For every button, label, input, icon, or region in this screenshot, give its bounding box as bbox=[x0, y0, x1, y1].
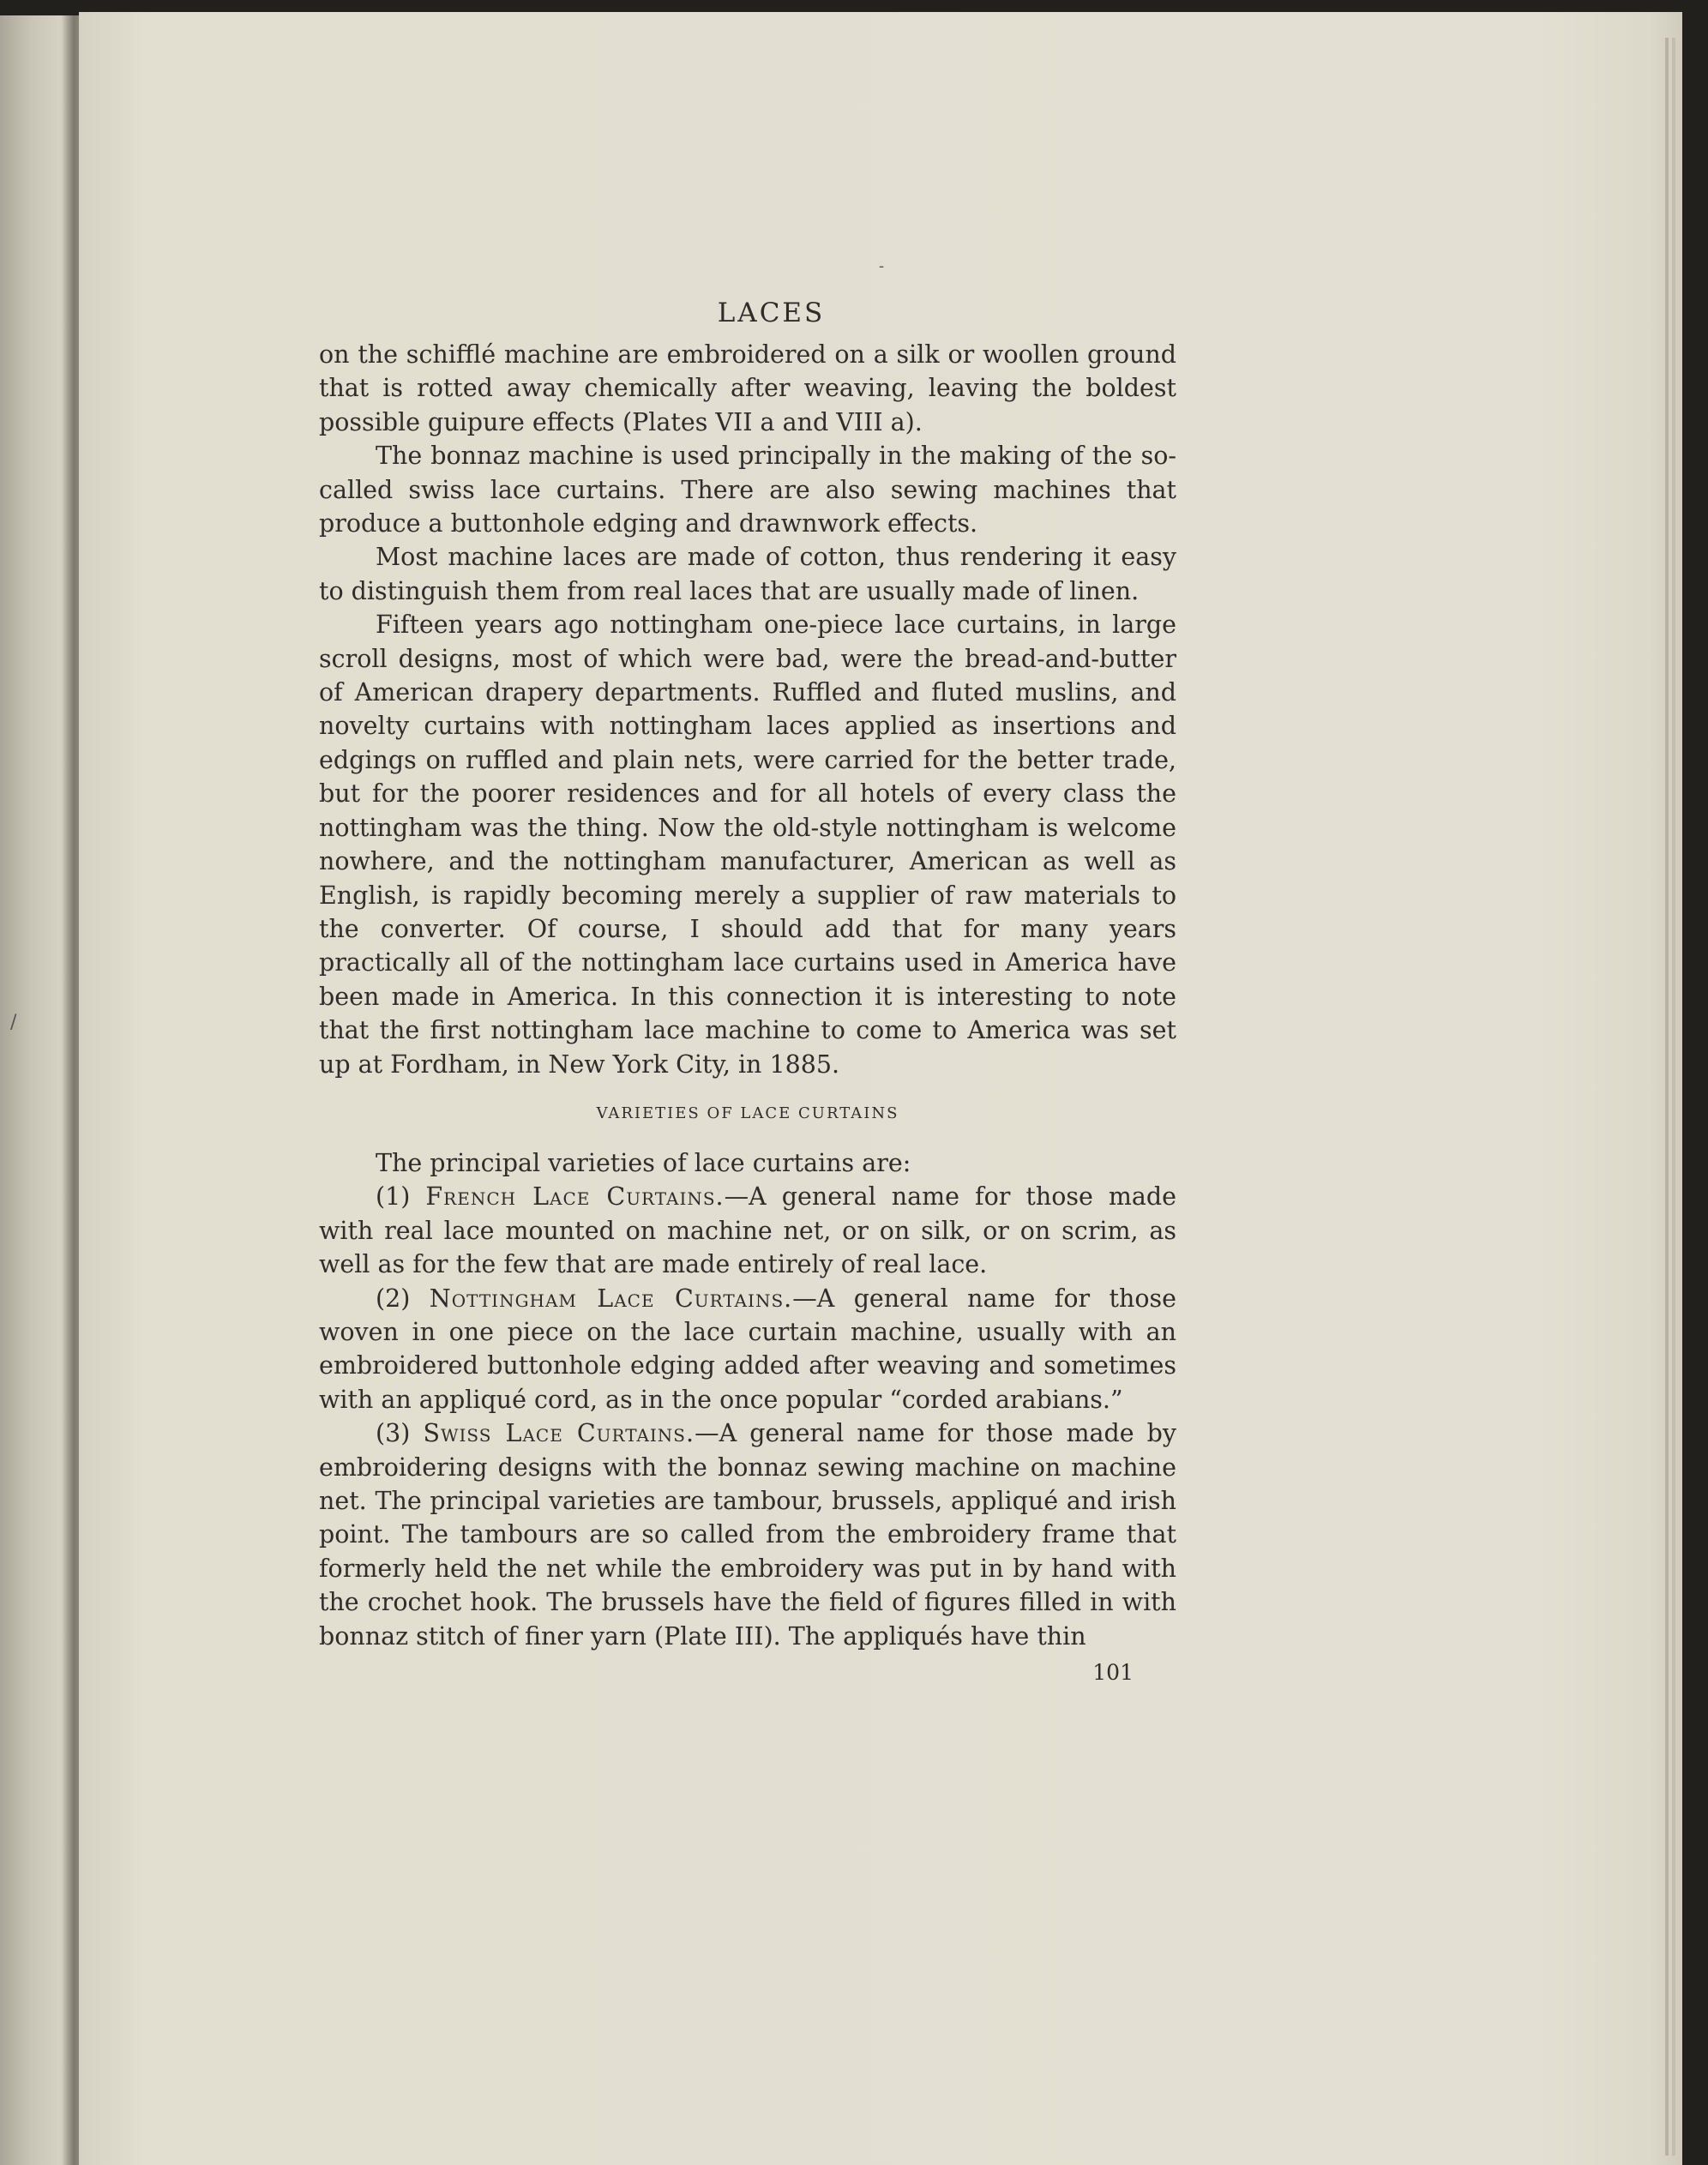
varieties-intro bbox=[319, 1146, 1176, 1180]
item-term: Nottingham Lace Curtains. bbox=[429, 1284, 793, 1313]
paragraph-text: The bonnaz machine is used principally in the making of the so-called swiss lace curtains. There are also sewing machines that produce a buttonhole edging and drawnwork effects. bbox=[319, 442, 1176, 538]
page-edge-line bbox=[1665, 38, 1669, 2156]
paragraph-text: Most machine laces are made of cotton, thus rendering it easy to distinguish them from real laces that are usually made of linen. bbox=[319, 543, 1176, 605]
paragraph-text: Fifteen years ago nottingham one-piece lace curtains, in large scroll designs, most of which were bad, were the bread-and-butter of American drapery departments. Ruffled and fluted muslins, and novelty curtains with nottingham laces applied as insertions and edgings on ruffled and plain nets, were carried for the better trade, but for the poorer residences and for all hotels of every class the nottingham was the thing. Now the old-style nottingham is welcome nowhere, and the nottingham manufacturer, American as well as English, is rapidly becoming merely a supplier of raw materials to the converter. Of course, I should add that for many years practically all of the nottingham lace curtains used in America have been made in America. In this connection it is interesting to note that the first nottingham lace machine to come to America was set up at Fordham, in New York City, in 1885. bbox=[319, 610, 1176, 1079]
page-speck: - bbox=[879, 257, 885, 275]
paragraph-nottingham bbox=[319, 608, 1176, 1081]
page-text bbox=[319, 288, 1176, 1685]
section-heading: VARIETIES OF LACE CURTAINS bbox=[596, 1104, 899, 1122]
item-text: —A general name for those made by embroidering designs with the bonnaz sewing machine on machine net. The principal varieties are tambour, brussels, appliqué and irish point. The tambours are so called from the embroidery frame that formerly held the net while the embroidery was put in by hand with the crochet hook. The brussels have the field of figures filled in with bonnaz stitch of finer yarn (Plate III). The appliqués have thin bbox=[319, 1419, 1176, 1651]
item-text: —A general name for those made with real lace mounted on machine net, or on silk, or on scrim, as well as for the few that are made entirely of real lace. bbox=[319, 1182, 1177, 1279]
paragraph-continued bbox=[319, 338, 1176, 439]
item-number: (3) bbox=[376, 1419, 411, 1448]
variety-item-swiss bbox=[319, 1416, 1176, 1653]
item-number: (1) bbox=[376, 1182, 411, 1212]
item-term: French Lace Curtains. bbox=[425, 1182, 725, 1212]
item-text: —A general name for those woven in one piece on the lace curtain machine, usually with an embroidered buttonhole edging added after weaving and sometimes with an appliqué cord, as in the once popular “corded arabians.” bbox=[319, 1284, 1176, 1414]
running-head: LACES bbox=[717, 298, 826, 328]
paragraph-text: on the schifflé machine are embroidered on a silk or woollen ground that is rotted away chemically after weaving, leaving the boldest possible guipure effects (Plates VII a and VIII a). bbox=[319, 340, 1176, 436]
intro-text: The principal varieties of lace curtains are: bbox=[376, 1148, 911, 1177]
item-term: Swiss Lace Curtains. bbox=[423, 1419, 695, 1448]
item-number: (2) bbox=[376, 1284, 411, 1313]
variety-item-nottingham bbox=[319, 1282, 1176, 1417]
paragraph-bonnaz bbox=[319, 439, 1176, 540]
paragraph-cotton bbox=[319, 540, 1176, 608]
page-number: 101 bbox=[1092, 1660, 1134, 1686]
variety-item-french bbox=[319, 1180, 1176, 1281]
margin-stray-mark: / bbox=[10, 1012, 17, 1033]
page-edge-line bbox=[1672, 38, 1675, 2156]
